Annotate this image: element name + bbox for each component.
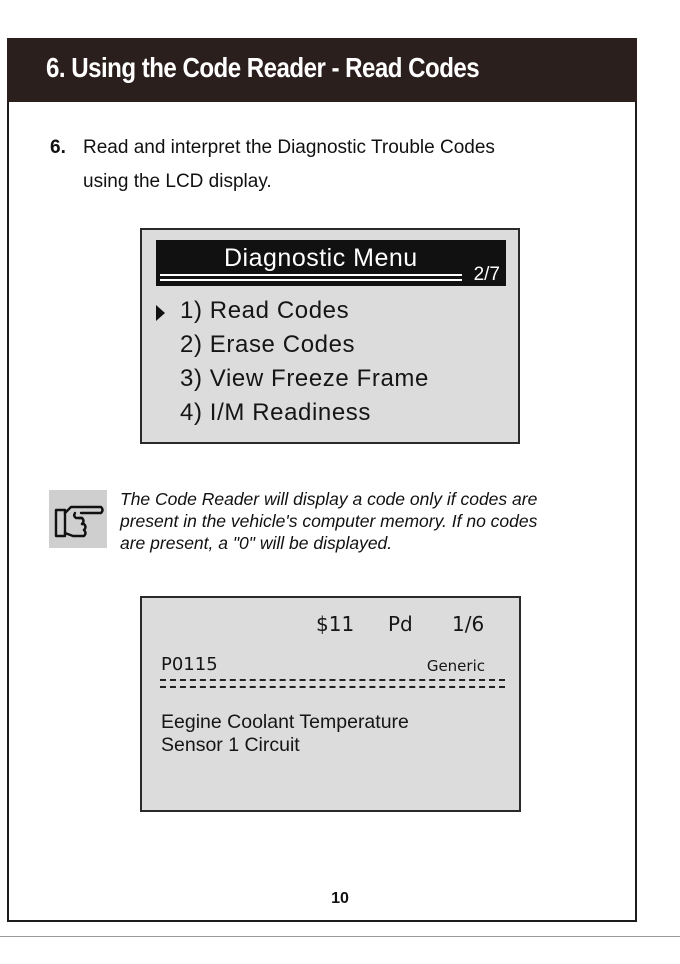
module-id: $11 <box>316 612 355 636</box>
lcd-diagnostic-menu-screen <box>140 228 520 444</box>
code-page-indicator: 1/6 <box>452 612 485 636</box>
lcd-code-detail-screen <box>140 596 521 812</box>
trouble-code: P0115 <box>161 654 218 675</box>
note-line-3: are present, a "0" will be displayed. <box>120 533 393 553</box>
code-description <box>161 711 409 757</box>
note-line-1: The Code Reader will display a code only if codes are <box>120 489 538 509</box>
menu-item-view-freeze-frame[interactable] <box>156 362 429 396</box>
menu-item-label: 1) Read Codes <box>180 297 350 324</box>
menu-title-bar <box>156 240 506 286</box>
menu-item-label: 2) Erase Codes <box>180 331 356 358</box>
pointing-hand-icon-graphic <box>49 490 107 548</box>
code-type: Generic <box>426 657 485 675</box>
menu-item-im-readiness[interactable] <box>156 396 429 430</box>
menu-item-read-codes[interactable] <box>156 294 429 328</box>
menu-title-underline <box>160 274 462 276</box>
note-line-2: present in the vehicle's computer memory. If no codes <box>120 511 538 531</box>
menu-title: Diagnostic Menu <box>224 244 418 272</box>
step-number: 6. <box>50 137 66 158</box>
dashed-divider <box>160 679 505 681</box>
code-status: Pd <box>388 612 413 636</box>
menu-title-underline <box>160 279 462 281</box>
menu-page-indicator: 2/7 <box>473 264 500 285</box>
section-title: 6. Using the Code Reader - Read Codes <box>46 52 480 83</box>
step-text <box>83 131 603 199</box>
bottom-rule <box>0 936 680 937</box>
step-text-line-1: Read and interpret the Diagnostic Trouble Codes <box>83 137 495 158</box>
menu-item-erase-codes[interactable] <box>156 328 429 362</box>
menu-item-label: 4) I/M Readiness <box>180 399 372 426</box>
code-description-line-2: Sensor 1 Circuit <box>161 734 300 756</box>
note-text <box>120 488 620 554</box>
selection-arrow-icon <box>156 305 165 321</box>
code-description-line-1: Eegine Coolant Temperature <box>161 711 409 733</box>
pointing-hand-icon <box>49 490 107 548</box>
page-number: 10 <box>331 890 349 907</box>
menu-item-label: 3) View Freeze Frame <box>180 365 429 392</box>
dashed-divider <box>160 686 505 688</box>
menu-list <box>156 294 429 430</box>
step-text-line-2: using the LCD display. <box>83 171 272 192</box>
